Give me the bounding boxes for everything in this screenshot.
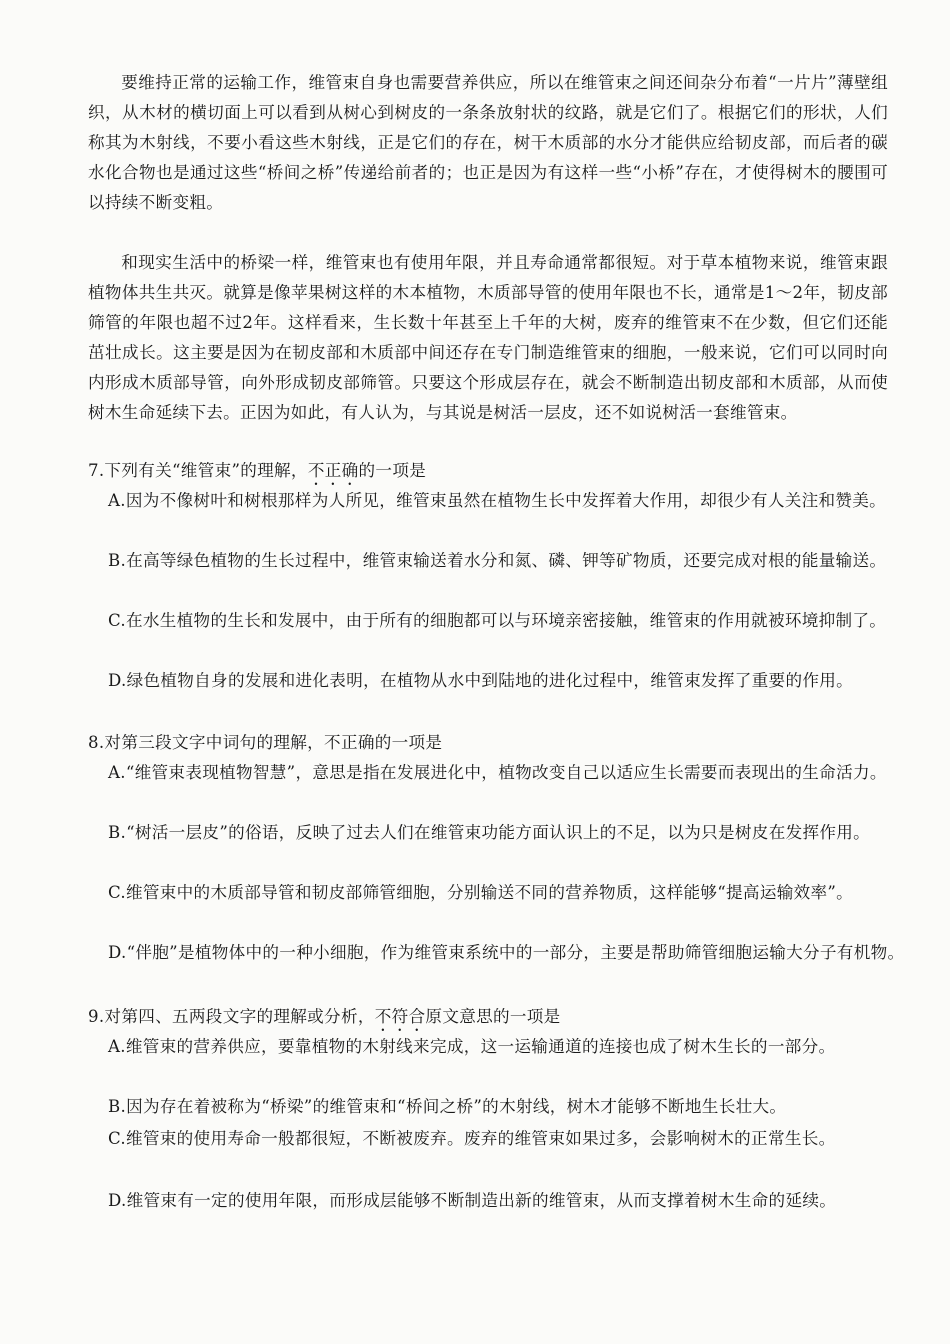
question-9-option-c: C.维管束的使用寿命一般都很短，不断被废弃。废弃的维管束如果过多，会影响树木的正常生长。	[108, 1129, 836, 1148]
question-7-option-b: B.在高等绿色植物的生长过程中，维管束输送着水分和氮、磷、钾等矿物质，还要完成对根的能量输送。	[108, 551, 887, 570]
question-8-stem: 8.对第三段文字中词句的理解，不正确的一项是	[88, 733, 443, 752]
question-9-option-b: B.因为存在着被称为“桥梁”的维管束和“桥间之桥”的木射线，树木才能够不断地生长壮大。	[108, 1097, 787, 1116]
question-8-option-d: D.“伴胞”是植物体中的一种小细胞，作为维管束系统中的一部分，主要是帮助筛管细胞运输大分子有机物。	[108, 943, 905, 962]
question-7-stem: 7.下列有关“维管束”的理解，不正确的一项是	[88, 461, 427, 480]
question-7-option-a: A.因为不像树叶和树根那样为人所见，维管束虽然在植物生长中发挥着大作用，却很少有人关注和赞美。	[108, 491, 887, 510]
passage-paragraph-1: 要维持正常的运输工作，维管束自身也需要营养供应，所以在维管束之间还间杂分布着“一片片”薄壁组织，从木材的横切面上可以看到从树心到树皮的一条条放射状的纹路，就是它们了。根据它们的形状，人们称其为木射线，不要小看这些木射线，正是它们的存在，树干木质部的水分才能供应给韧皮部，而后者的碳水化合物也是通过这些“桥间之桥”传递给前者的；也正是因为有这样一些“小桥”存在，才使得树木的腰围可以持续不断变粗。	[88, 73, 888, 212]
question-9-emphasis: 不符合	[374, 1007, 426, 1026]
question-7-option-d: D.绿色植物自身的发展和进化表明，在植物从水中到陆地的进化过程中，维管束发挥了重要的作用。	[108, 671, 854, 690]
question-9-option-d: D.维管束有一定的使用年限，而形成层能够不断制造出新的维管束，从而支撑着树木生命的延续。	[108, 1191, 837, 1210]
question-8-option-c: C.维管束中的木质部导管和韧皮部筛管细胞，分别输送不同的营养物质，这样能够“提高运输效率”。	[108, 883, 854, 902]
question-9-stem: 9.对第四、五两段文字的理解或分析，不符合原文意思的一项是	[88, 1007, 561, 1026]
passage-paragraph-2: 和现实生活中的桥梁一样，维管束也有使用年限，并且寿命通常都很短。对于草本植物来说，维管束跟植物体共生共灭。就算是像苹果树这样的木本植物，木质部导管的使用年限也不长，通常是1～2年，韧皮部筛管的年限也超不过2年。这样看来，生长数十年甚至上千年的大树，废弃的维管束不在少数，但它们还能茁壮成长。这主要是因为在韧皮部和木质部中间还存在专门制造维管束的细胞，一般来说，它们可以同时向内形成木质部导管，向外形成韧皮部筛管。只要这个形成层存在，就会不断制造出韧皮部和木质部，从而使树木生命延续下去。正因为如此，有人认为，与其说是树活一层皮，还不如说树活一套维管束。	[88, 253, 888, 422]
question-8-option-a: A.“维管束表现植物智慧”，意思是指在发展进化中，植物改变自己以适应生长需要而表现出的生命活力。	[108, 763, 887, 782]
question-7-option-c: C.在水生植物的生长和发展中，由于所有的细胞都可以与环境亲密接触，维管束的作用就被环境抑制了。	[108, 611, 887, 630]
question-7-emphasis: 不正确	[307, 461, 359, 480]
question-8-option-b: B.“树活一层皮”的俗语，反映了过去人们在维管束功能方面认识上的不足，以为只是树皮在发挥作用。	[108, 823, 871, 842]
question-9-option-a: A.维管束的营养供应，要靠植物的木射线来完成，这一运输通道的连接也成了树木生长的一部分。	[108, 1037, 836, 1056]
